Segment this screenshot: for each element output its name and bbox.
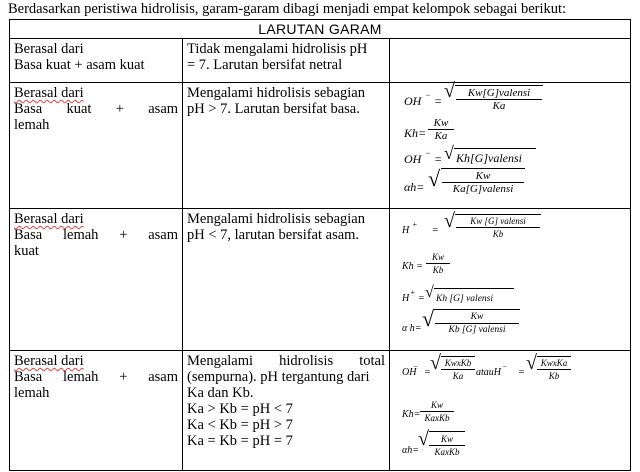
fraction: [456, 87, 542, 112]
description-word: Mengalami: [187, 353, 254, 369]
fraction-numerator: KwxKb: [441, 357, 475, 370]
fraction: [428, 117, 454, 142]
formula-superscript: −: [502, 362, 508, 371]
origin-word: +: [119, 227, 128, 243]
origin-cell: [10, 83, 183, 209]
formula-superscript: −: [425, 90, 432, 100]
origin-line: [14, 369, 178, 385]
formula-lhs: Kh=: [402, 409, 421, 420]
origin-word: asam: [148, 227, 178, 243]
radical-sign: √: [444, 80, 455, 102]
radical-content: Kh[G]valensi: [456, 151, 522, 165]
description-cell: [183, 83, 390, 209]
origin-line: kuat: [14, 243, 39, 259]
formula-lhs: H: [402, 225, 410, 236]
formula-superscript: −: [413, 362, 419, 371]
fraction: [429, 433, 465, 458]
origin-line: Berasal dari: [14, 85, 84, 101]
description-line: Ka > Kb = pH < 7: [187, 401, 293, 417]
fraction-denominator: Kb: [548, 371, 560, 381]
formula-lhs: OH: [404, 94, 422, 108]
formula-lhs: Kh=: [404, 126, 427, 140]
description-line: Mengalami hidrolisis sebagian: [187, 85, 365, 101]
formula-equals: =: [434, 94, 443, 108]
description-cell: [183, 209, 390, 351]
fraction: [441, 357, 475, 382]
origin-word: asam: [148, 369, 178, 385]
salt-hydrolysis-table: [9, 19, 631, 471]
formula-block: [394, 80, 626, 205]
fraction: [442, 170, 524, 195]
radical-sign: √: [425, 284, 434, 301]
radical-content: Kh [G] valensi: [436, 294, 493, 304]
fraction-denominator: Ka: [492, 100, 506, 112]
origin-word: lemah: [62, 369, 99, 385]
formula-lhs: OH: [404, 152, 422, 166]
origin-line: lemah: [14, 117, 50, 133]
radical-bar: [429, 431, 465, 432]
formula-equals: =: [434, 152, 443, 166]
description-word: hidrolisis: [279, 353, 334, 369]
origin-word: +: [115, 101, 124, 117]
fraction-numerator: Kw: [428, 117, 454, 130]
description-line: Ka < Kb = pH > 7: [187, 417, 293, 433]
origin-cell: [10, 351, 183, 471]
fraction-numerator: Kw: [435, 311, 519, 324]
fraction: [426, 251, 450, 276]
fraction: [435, 311, 519, 336]
description-line: pH > 7. Larutan bersifat basa.: [187, 101, 360, 117]
fraction-denominator: Kb [G] valensi: [448, 325, 506, 335]
formula-lhs: α h=: [402, 323, 422, 334]
radical-bar: [455, 85, 543, 86]
formula-equals: =: [432, 225, 439, 236]
formula-superscript: −: [425, 148, 432, 158]
table-row: [10, 209, 631, 351]
origin-word: Basa: [14, 369, 43, 385]
origin-line: Basa kuat + asam kuat: [14, 57, 145, 73]
description-cell: [183, 39, 390, 83]
radical-sign: √: [418, 428, 429, 450]
description-line: pH < 7, larutan bersifat asam.: [187, 227, 360, 243]
table-title: LARUTAN GARAM: [10, 20, 631, 39]
formula-equals: =: [424, 367, 431, 378]
description-line: [187, 353, 385, 369]
radical-bar: [434, 309, 520, 310]
formula-superscript: +: [410, 288, 416, 297]
formula-cell: [390, 351, 631, 471]
fraction-numerator: KwxKa: [537, 357, 571, 370]
origin-line: Berasal dari: [14, 211, 84, 227]
fraction-denominator: Ka[G]valensi: [452, 183, 514, 195]
formula-connector: atauH: [476, 367, 501, 378]
radical-sign: √: [444, 143, 454, 163]
description-word: total: [359, 353, 385, 369]
radical-bar: [454, 148, 536, 149]
fraction-denominator: Ka: [452, 371, 464, 381]
fraction-denominator: Ka: [434, 130, 448, 142]
table-header-row: [10, 20, 631, 39]
fraction-numerator: Kw [G] valensi: [456, 215, 540, 228]
formula-block: [394, 353, 626, 467]
fraction-numerator: Kw: [429, 433, 465, 446]
formula-cell: [390, 39, 631, 83]
origin-line: [14, 101, 178, 117]
formula-block: [394, 211, 626, 347]
origin-word: kuat: [66, 101, 92, 117]
description-line: Ka dan Kb.: [187, 385, 254, 401]
radical-bar: [434, 288, 514, 289]
description-line: = 7. Larutan bersifat netral: [187, 57, 343, 73]
fraction-denominator: Kb: [492, 229, 504, 239]
intro-text: Berdasarkan peristiwa hidrolisis, garam-garam dibagi menjadi empat kelompok sebagai berikut:: [8, 1, 567, 17]
description-line: Tidak mengalami hidrolisis pH: [187, 41, 368, 57]
radical-sign: √: [430, 352, 441, 374]
radical-bar: [441, 168, 525, 169]
fraction: [537, 357, 571, 382]
origin-word: +: [119, 369, 128, 385]
fraction-numerator: Kw: [442, 170, 524, 183]
origin-word: Basa: [14, 227, 43, 243]
origin-word: asam: [148, 101, 179, 117]
origin-word: Basa: [14, 101, 43, 117]
formula-superscript: +: [412, 220, 418, 229]
radical-sign: √: [422, 306, 435, 331]
fraction: [456, 215, 540, 240]
origin-line: Berasal dari: [14, 353, 84, 369]
description-line: Ka = Kb = pH = 7: [187, 433, 293, 449]
fraction: [420, 399, 454, 424]
fraction-denominator: Kb: [432, 265, 444, 275]
origin-line: lemah: [14, 385, 50, 401]
fraction-numerator: Kw: [420, 399, 454, 412]
origin-line: [14, 227, 178, 243]
formula-lhs: αh=: [402, 445, 419, 456]
fraction-numerator: Kw: [426, 251, 450, 264]
table-row: [10, 351, 631, 471]
description-line: Mengalami hidrolisis sebagian: [187, 211, 365, 227]
formula-lhs: OH: [402, 367, 417, 378]
origin-cell: [10, 39, 183, 83]
formula-lhs: Kh =: [402, 261, 423, 272]
radical-sign: √: [428, 166, 441, 191]
formula-lhs: αh=: [404, 180, 425, 194]
formula-equals: =: [418, 293, 425, 304]
origin-cell: [10, 209, 183, 351]
origin-word: lemah: [62, 227, 99, 243]
formula-lhs: H: [402, 293, 410, 304]
radical-sign: √: [444, 210, 455, 232]
formula-cell: [390, 80, 631, 209]
radical-sign: √: [526, 352, 537, 374]
fraction-denominator: KaxKb: [434, 447, 460, 457]
fraction-denominator: KaxKb: [424, 413, 450, 423]
table-row: [10, 39, 631, 83]
formula-cell: [390, 209, 631, 351]
description-line: (sempurna). pH tergantung dari: [187, 369, 370, 385]
fraction-numerator: Kw[G]valensi: [456, 87, 542, 100]
formula-equals: =: [518, 367, 525, 378]
origin-line: Berasal dari: [14, 41, 84, 57]
description-cell: [183, 351, 390, 471]
table-row: [10, 83, 631, 209]
